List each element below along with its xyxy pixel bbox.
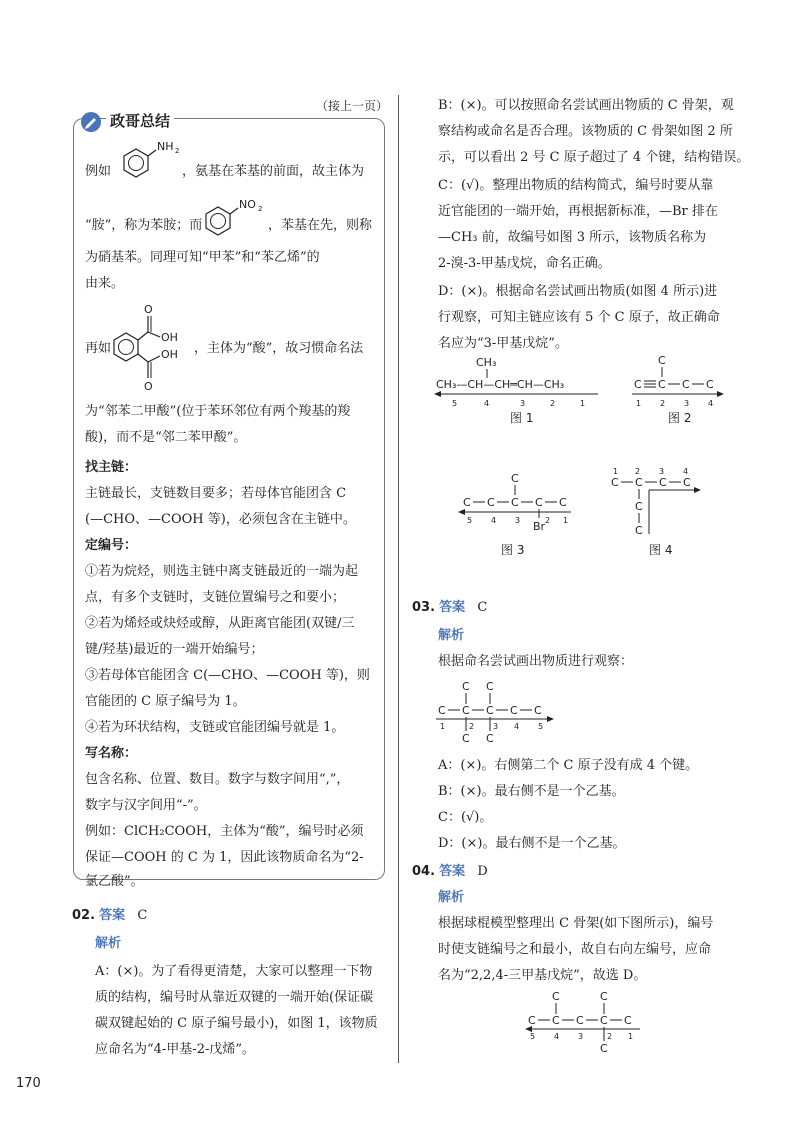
heading-write-name: 写名称： [85,746,138,761]
fig3-atom: C [511,472,519,485]
q03-figure [432,676,572,751]
fig3-atom: C [559,496,567,509]
aniline-structure [110,138,180,188]
fig3-num: 1 [563,516,569,525]
fig2-atom: C [706,378,714,391]
main-l1: 主链最长，支链数目要多；若母体官能团含 C [85,486,347,501]
summary-icon [80,111,102,137]
q03-atom: C [486,704,494,717]
q04-analysis-label: 解析 [438,890,465,905]
q04-answer: D [477,864,488,879]
fig3-caption: 图 3 [501,543,525,557]
aniline-pre: 例如 [85,164,112,179]
fig4-num: 2 [635,467,641,476]
q02-number: 02. [72,908,96,923]
figure-4 [605,462,715,562]
q03-atom: C [510,704,518,717]
phthalic-l3: 酸)，而不是“邻二苯甲酸”。 [85,430,247,445]
q02-d-l2: 行观察，可知主链应该有 5 个 C 原子，故正确命 [438,310,720,325]
heading-main-chain: 找主链： [85,460,138,475]
num2-l2: 键/羟基)最近的一端开始编号； [85,642,264,657]
figure-2 [628,350,738,425]
phthalic-acid-structure [108,300,198,400]
fig4-atom: C [635,476,643,489]
q04-num: 2 [607,1032,613,1041]
fig1-num: 1 [580,399,586,408]
num4: ④若为环状结构，支链或官能团编号就是 1。 [85,720,345,735]
example-l3: 氯乙酸”。 [85,874,144,889]
q04-l2: 时使支链编号之和最小，故自右向左编号，应命 [438,942,712,957]
page-number: 170 [16,1076,41,1091]
figure-1 [432,350,612,425]
num3-l2: 官能团的 C 原子编号为 1。 [85,694,246,709]
fig2-num: 2 [660,399,666,408]
q04-num: 5 [530,1032,536,1041]
phthalic-l2: 为“邻苯二甲酸”(位于苯环邻位有两个羧基的羧 [85,404,351,419]
q02-a-l3: 碳双键起始的 C 原子编号最小)，如图 1，该物质 [95,1016,378,1031]
no2-label: NO [239,198,256,211]
q02-b-l3: 示，可以看出 2 号 C 原子超过了 4 个键，结构错误。 [438,150,750,165]
q03-atom: C [534,704,542,717]
q03-num: 4 [514,722,520,731]
fig4-num: 3 [659,467,665,476]
q04-figure [522,986,662,1061]
q02-answer-label: 答案 [99,908,126,923]
q03-atom: C [486,680,494,693]
q04-answer-label: 答案 [439,864,466,879]
q03-atom: C [462,680,470,693]
write-l2: 数字与汉字间用“-”。 [85,798,207,813]
q03-a: A：(×)。右侧第二个 C 原子没有成 4 个键。 [438,758,699,773]
q03-answer: C [477,600,488,615]
fig2-num: 1 [636,399,642,408]
q04-num: 1 [628,1032,634,1041]
aniline-l2a: “胺”，称为苯胺；而 [85,218,203,233]
q02-c-l3: —CH₃ 前，故编号如图 3 所示，该物质名称为 [438,230,707,245]
fig2-num: 4 [708,399,714,408]
oh-label-bottom: OH [161,348,178,361]
nitrobenzene-structure [200,196,270,241]
q02-analysis-label: 解析 [95,936,122,951]
q02-a-l4: 应命名为“4-甲基-2-戊烯”。 [95,1042,256,1057]
q02-b-l1: B：(×)。可以按照命名尝试画出物质的 C 骨架，观 [438,98,734,113]
fig3-num: 3 [515,516,521,525]
figure-3 [455,462,585,562]
q04-atom: C [624,1014,632,1027]
fig3-br: Br [533,520,546,533]
num3-l1: ③若母体官能团含 C(—CHO、—COOH 等)，则 [85,668,370,683]
aniline-l1: ，氨基在苯基的前面，故主体为 [182,164,365,179]
fig3-num: 5 [467,516,473,525]
q04-atom: C [600,990,608,1003]
q04-atom: C [600,1014,608,1027]
phthalic-pre: 再如 [85,341,112,356]
nh2-label: NH [157,140,174,153]
q04-l3: 名为“2,2,4-三甲基戊烷”，故选 D。 [438,968,647,983]
continued-note: （接上一页） [316,99,389,113]
svg-text:2: 2 [258,205,263,213]
fig3-num: 2 [545,516,551,525]
fig4-atom: C [611,476,619,489]
fig4-atom: C [683,476,691,489]
q03-header [412,594,487,622]
q02-d-l3: 名应为“3-甲基戊烷”。 [438,336,568,351]
fig3-atom: C [535,496,543,509]
q03-num: 2 [469,722,475,731]
q02-c-l4: 2-溴-3-甲基戊烷，命名正确。 [438,256,611,271]
svg-text:2: 2 [175,147,180,155]
q02-c-l1: C：(√)。整理出物质的结构简式，编号时要从靠 [438,178,714,193]
q04-num: 3 [578,1032,584,1041]
oh-label-top: OH [161,331,178,344]
q04-number: 04. [412,864,436,879]
q03-num: 5 [538,722,544,731]
fig2-atom: C [658,378,666,391]
fig4-atom: C [635,524,643,537]
heading-numbering: 定编号： [85,538,138,553]
q04-atom: C [552,1014,560,1027]
fig1-chain: CH₃—CH—CH═CH—CH₃ [436,378,565,391]
q02-c-l2: 近官能团的一端开始，再根据新标准，—Br 排在 [438,204,718,219]
q03-num: 3 [493,722,499,731]
fig1-branch: CH₃ [476,356,497,369]
aniline-l3: 为硝基苯。同理可知“甲苯”和“苯乙烯”的 [85,250,320,265]
num1-l1: ①若为烷烃，则选主链中离支链最近的一端为起 [85,564,359,579]
fig2-num: 3 [684,399,690,408]
q03-atom: C [438,704,446,717]
q03-b: B：(×)。最右侧不是一个乙基。 [438,784,625,799]
fig4-caption: 图 4 [649,543,673,557]
q03-atom: C [462,732,470,745]
fig1-num: 3 [520,399,526,408]
aniline-l2b: ，苯基在先，则称 [268,218,373,233]
q03-num: 1 [440,722,446,731]
fig1-num: 5 [452,399,458,408]
fig1-num: 4 [484,399,490,408]
summary-title: 政哥总结 [106,110,174,131]
fig4-num: 1 [613,467,619,476]
q04-atom: C [576,1014,584,1027]
q03-d: D：(×)。最右侧不是一个乙基。 [438,836,626,851]
q02-header [72,902,147,930]
q04-header [412,858,488,886]
q03-atom: C [462,704,470,717]
q03-number: 03. [412,600,436,615]
q03-answer-label: 答案 [439,600,466,615]
fig3-atom: C [511,496,519,509]
example-l2: 保证—COOH 的 C 为 1，因此该物质命名为“2- [85,850,364,865]
fig4-atom: C [635,500,643,513]
q03-atom: C [486,732,494,745]
main-l2: (—CHO、—COOH 等)，必须包含在主链中。 [85,512,356,527]
fig2-caption: 图 2 [668,411,692,425]
q03-analysis-label: 解析 [438,628,465,643]
num1-l2: 点，有多个支链时，支链位置编号之和要小； [85,590,346,605]
fig3-atom: C [463,496,471,509]
o-label-top: O [144,303,153,316]
q04-atom: C [600,1042,608,1055]
q02-a-l1: A：(×)。为了看得更清楚，大家可以整理一下物 [95,964,373,979]
fig1-num: 2 [550,399,556,408]
num2-l1: ②若为烯烃或炔烃或醇，从距离官能团(双键/三 [85,616,355,631]
o-label-bottom: O [144,380,153,393]
q02-b-l2: 察结构或命名是否合理。该物质的 C 骨架如图 2 所 [438,124,733,139]
fig4-atom: C [659,476,667,489]
q04-l1: 根据球棍模型整理出 C 骨架(如下图所示)，编号 [438,916,714,931]
fig2-atom: C [682,378,690,391]
fig3-num: 4 [491,516,497,525]
phthalic-l1: ，主体为“酸”，故习惯命名法 [194,341,364,356]
fig4-num: 4 [683,467,689,476]
aniline-l4: 由来。 [85,276,125,291]
q04-atom: C [528,1014,536,1027]
q04-atom: C [552,990,560,1003]
example-l1: 例如：ClCH₂COOH，主体为“酸”，编号时必须 [85,824,364,839]
write-l1: 包含名称、位置、数目。数字与数字间用“,”， [85,772,350,787]
q02-answer: C [137,908,148,923]
q03-c: C：(√)。 [438,810,493,825]
q02-d-l1: D：(×)。根据命名尝试画出物质(如图 4 所示)进 [438,284,718,299]
fig1-caption: 图 1 [510,411,534,425]
q03-intro: 根据命名尝试画出物质进行观察： [438,654,634,669]
fig2-atom: C [658,354,666,367]
fig2-atom: C [634,378,642,391]
fig3-atom: C [487,496,495,509]
column-divider [398,95,399,1063]
q02-a-l2: 质的结构，编号时从靠近双键的一端开始(保证碳 [95,990,374,1005]
q04-num: 4 [554,1032,560,1041]
